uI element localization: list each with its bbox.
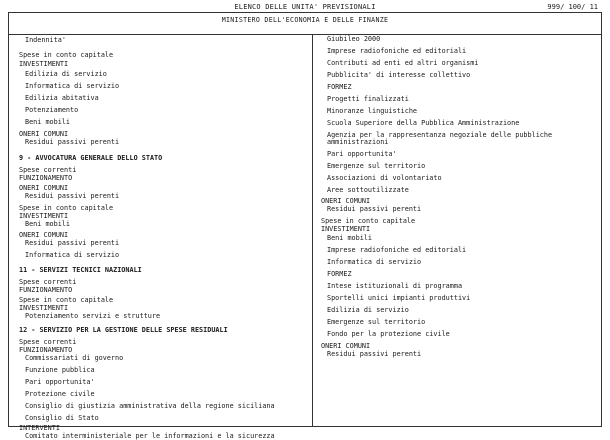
left-column-line: Consiglio di giustizia amministrativa della regione siciliana [25, 402, 275, 410]
left-column-line: INTERVENTI [19, 424, 60, 432]
right-column-line: FORMEZ [327, 270, 352, 278]
left-column-line: INVESTIMENTI [19, 304, 69, 312]
left-column-line: Potenziamento [25, 106, 79, 114]
left-column-line: ONERI COMUNI [19, 130, 69, 138]
right-column-line: ONERI COMUNI [321, 342, 371, 350]
left-column-line: 12 - SERVIZIO PER LA GESTIONE DELLE SPESE RESIDUALI [19, 326, 228, 334]
right-column-line: Scuola Superiore della Pubblica Amministrazione [327, 119, 520, 127]
right-column-line: Imprese radiofoniche ed editoriali [327, 246, 467, 254]
right-column-line: Associazioni di volontariato [327, 174, 442, 182]
ministry-heading: MINISTERO DELL'ECONOMIA E DELLE FINANZE [221, 16, 389, 24]
right-column-line: FORMEZ [327, 83, 352, 91]
left-column-line: INVESTIMENTI [19, 212, 69, 220]
right-column-line: Aree sottoutilizzate [327, 186, 409, 194]
left-column-line: Edilizia di servizio [25, 70, 107, 78]
left-column-line: Comitato interministeriale per le informazioni e la sicurezza [25, 432, 275, 440]
left-column-line: Beni mobili [25, 118, 71, 126]
left-column-line: ONERI COMUNI [19, 231, 69, 239]
left-column-line: Residui passivi perenti [25, 138, 120, 146]
right-column-line: Beni mobili [327, 234, 373, 242]
left-column-line: Edilizia abitativa [25, 94, 99, 102]
left-column-line: FUNZIONAMENTO [19, 286, 73, 294]
left-column-line: Beni mobili [25, 220, 71, 228]
left-column-line: 9 - AVVOCATURA GENERALE DELLO STATO [19, 154, 163, 162]
right-column-line: Informatica di servizio [327, 258, 422, 266]
left-column-line: Indennita' [25, 36, 66, 44]
left-column-line: Pari opportunita' [25, 378, 95, 386]
left-column [19, 34, 309, 440]
left-column-line: Protezione civile [25, 390, 95, 398]
left-column-line: Spese correnti [19, 338, 77, 346]
left-column-line: Potenziamento servizi e strutture [25, 312, 161, 320]
right-column [321, 34, 601, 427]
right-column-line: Contributi ad enti ed altri organismi [327, 59, 479, 67]
left-column-line: Commissariati di governo [25, 354, 124, 362]
left-column-line: Spese correnti [19, 166, 77, 174]
table-frame [8, 12, 602, 440]
column-divider [312, 34, 313, 427]
right-column-line: Agenzia per la rappresentanza negoziale delle pubbliche [327, 131, 553, 139]
left-column-line: FUNZIONAMENTO [19, 174, 73, 182]
right-column-line: Residui passivi perenti [327, 205, 422, 213]
right-column-line: INVESTIMENTI [321, 225, 371, 233]
left-column-line: Consiglio di Stato [25, 414, 99, 422]
left-column-line: 11 - SERVIZI TECNICI NAZIONALI [19, 266, 142, 274]
right-column-line: Imprese radiofoniche ed editoriali [327, 47, 467, 55]
right-column-line: Edilizia di servizio [327, 306, 409, 314]
right-column-line: Fondo per la protezione civile [327, 330, 450, 338]
left-column-line: Informatica di servizio [25, 82, 120, 90]
left-column-line: Funzione pubblica [25, 366, 95, 374]
right-column-line: Giubileo 2000 [327, 35, 381, 43]
right-column-line: Progetti finalizzati [327, 95, 409, 103]
right-column-line: Minoranze linguistiche [327, 107, 418, 115]
right-column-line: Spese in conto capitale [321, 217, 416, 225]
right-column-line: amministrazioni [327, 138, 389, 146]
left-column-line: INVESTIMENTI [19, 60, 69, 68]
left-column-line: ONERI COMUNI [19, 184, 69, 192]
left-column-line: Spese in conto capitale [19, 51, 114, 59]
right-column-line: Emergenze sul territorio [327, 318, 426, 326]
right-column-line: Intese istituzionali di programma [327, 282, 463, 290]
left-column-line: Residui passivi perenti [25, 192, 120, 200]
left-column-line: Informatica di servizio [25, 251, 120, 259]
right-column-line: ONERI COMUNI [321, 197, 371, 205]
left-column-line: Residui passivi perenti [25, 239, 120, 247]
document-title: ELENCO DELLE UNITA' PREVISIONALI [234, 3, 376, 11]
right-column-line: Sportelli unici impianti produttivi [327, 294, 471, 302]
left-column-line: FUNZIONAMENTO [19, 346, 73, 354]
right-column-line: Residui passivi perenti [327, 350, 422, 358]
left-column-line: Spese in conto capitale [19, 204, 114, 212]
right-column-line: Pubblicita' di interesse collettivo [327, 71, 471, 79]
page-code: 999/ 100/ 11 [547, 3, 598, 11]
right-column-line: Emergenze sul territorio [327, 162, 426, 170]
left-column-line: Spese correnti [19, 278, 77, 286]
right-column-line: Pari opportunita' [327, 150, 397, 158]
left-column-line: Spese in conto capitale [19, 296, 114, 304]
